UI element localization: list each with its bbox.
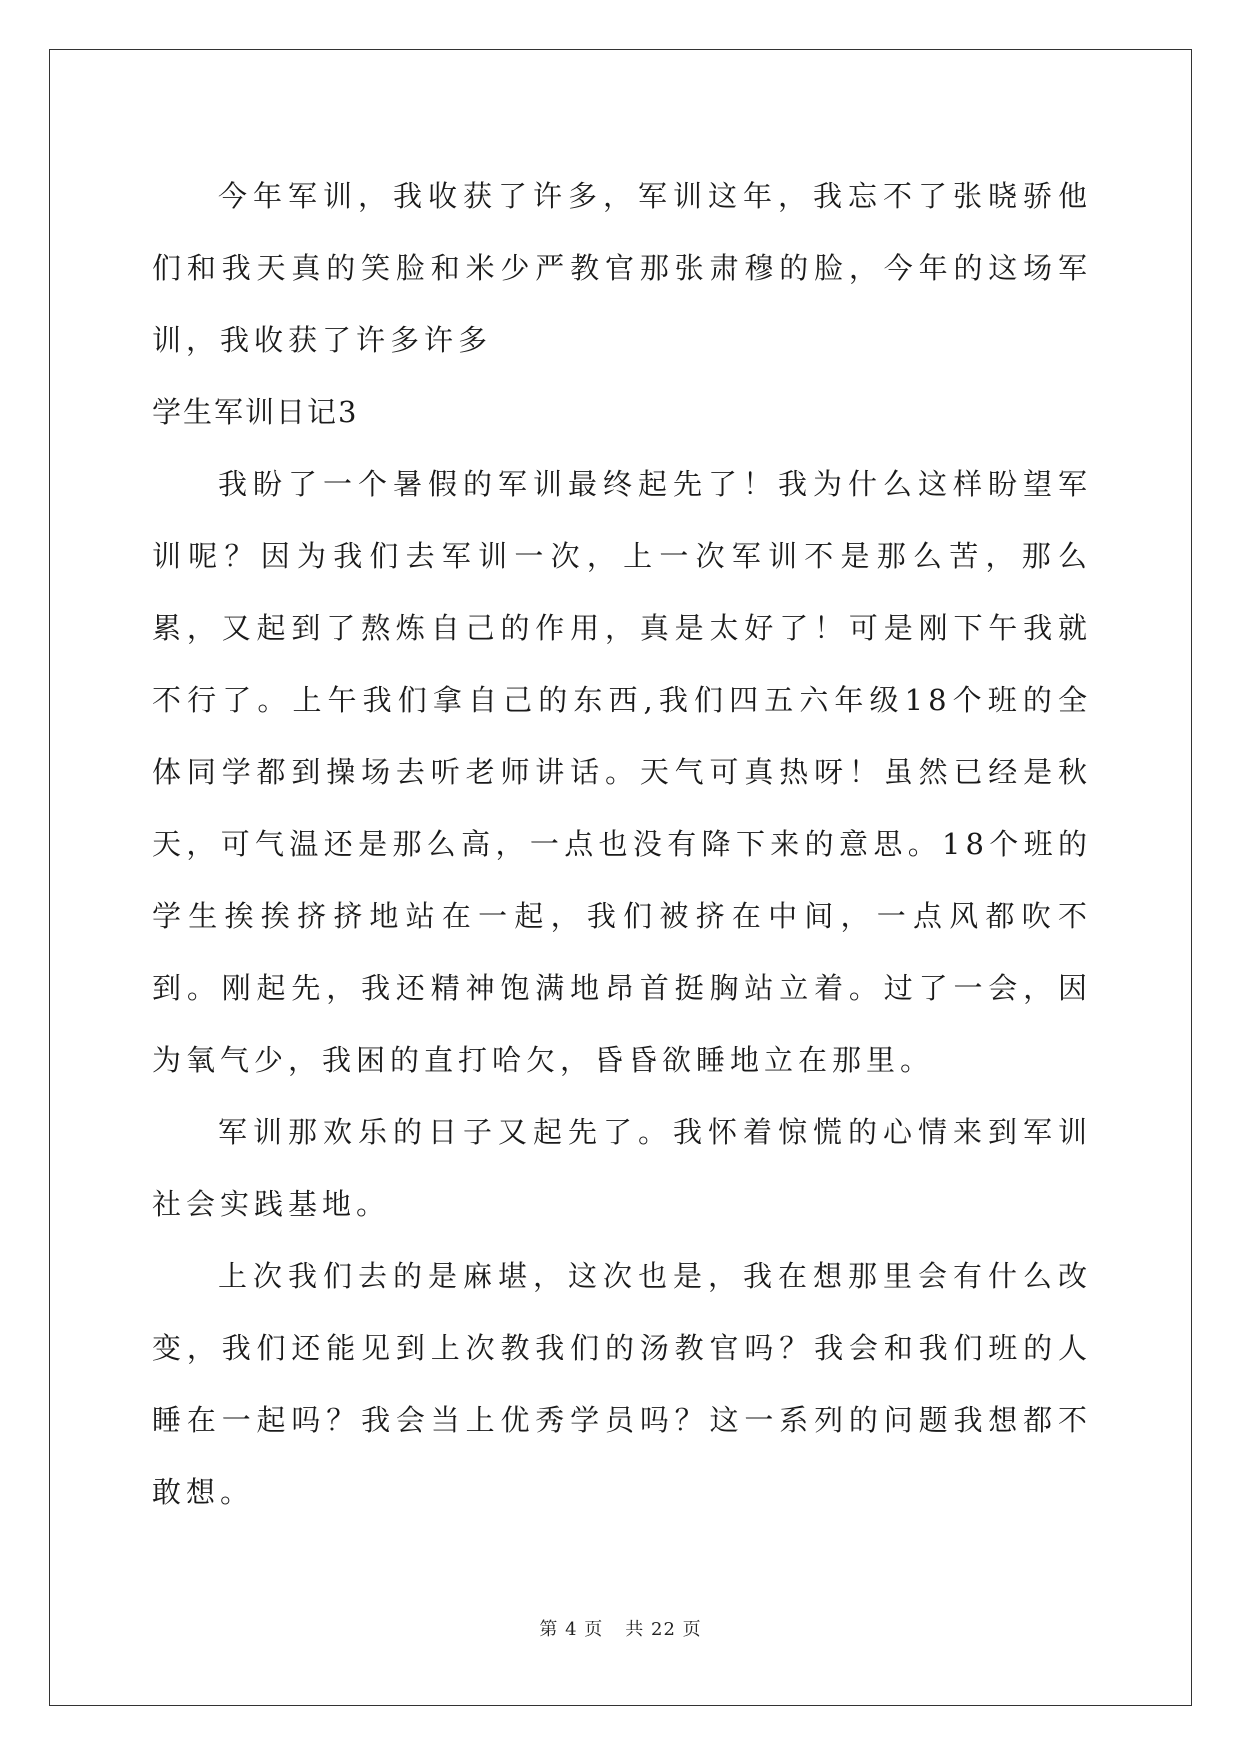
document-body [152, 160, 1092, 1528]
paragraph-1: 今年军训，我收获了许多，军训这年，我忘不了张晓骄他们和我天真的笑脸和米少严教官那张肃穆的脸，今年的这场军训，我收获了许多许多 [152, 179, 1092, 357]
page-number: 第 4 页 [539, 1619, 604, 1640]
paragraph-2: 我盼了一个暑假的军训最终起先了！我为什么这样盼望军训呢？因为我们去军训一次，上一次军训不是那么苦，那么累，又起到了熬炼自己的作用，真是太好了！可是刚下午我就不行了。上午我们拿自己的东西,我们四五六年级18个班的全体同学都到操场去听老师讲话。天气可真热呀！虽然已经是秋天，可气温还是那么高，一点也没有降下来的意思。18个班的学生挨挨挤挤地站在一起，我们被挤在中间，一点风都吹不到。刚起先，我还精神饱满地昂首挺胸站立着。过了一会，因为氧气少，我困的直打哈欠，昏昏欲睡地立在那里。 [152, 467, 1092, 1077]
paragraph-4: 上次我们去的是麻堪，这次也是，我在想那里会有什么改变，我们还能见到上次教我们的汤教官吗？我会和我们班的人睡在一起吗？我会当上优秀学员吗？这一系列的问题我想都不敢想。 [152, 1259, 1092, 1509]
page-total: 共 22 页 [625, 1619, 702, 1640]
section-heading: 学生军训日记3 [152, 395, 359, 429]
paragraph-3: 军训那欢乐的日子又起先了。我怀着惊慌的心情来到军训社会实践基地。 [152, 1115, 1092, 1221]
page-footer [0, 1615, 1241, 1641]
